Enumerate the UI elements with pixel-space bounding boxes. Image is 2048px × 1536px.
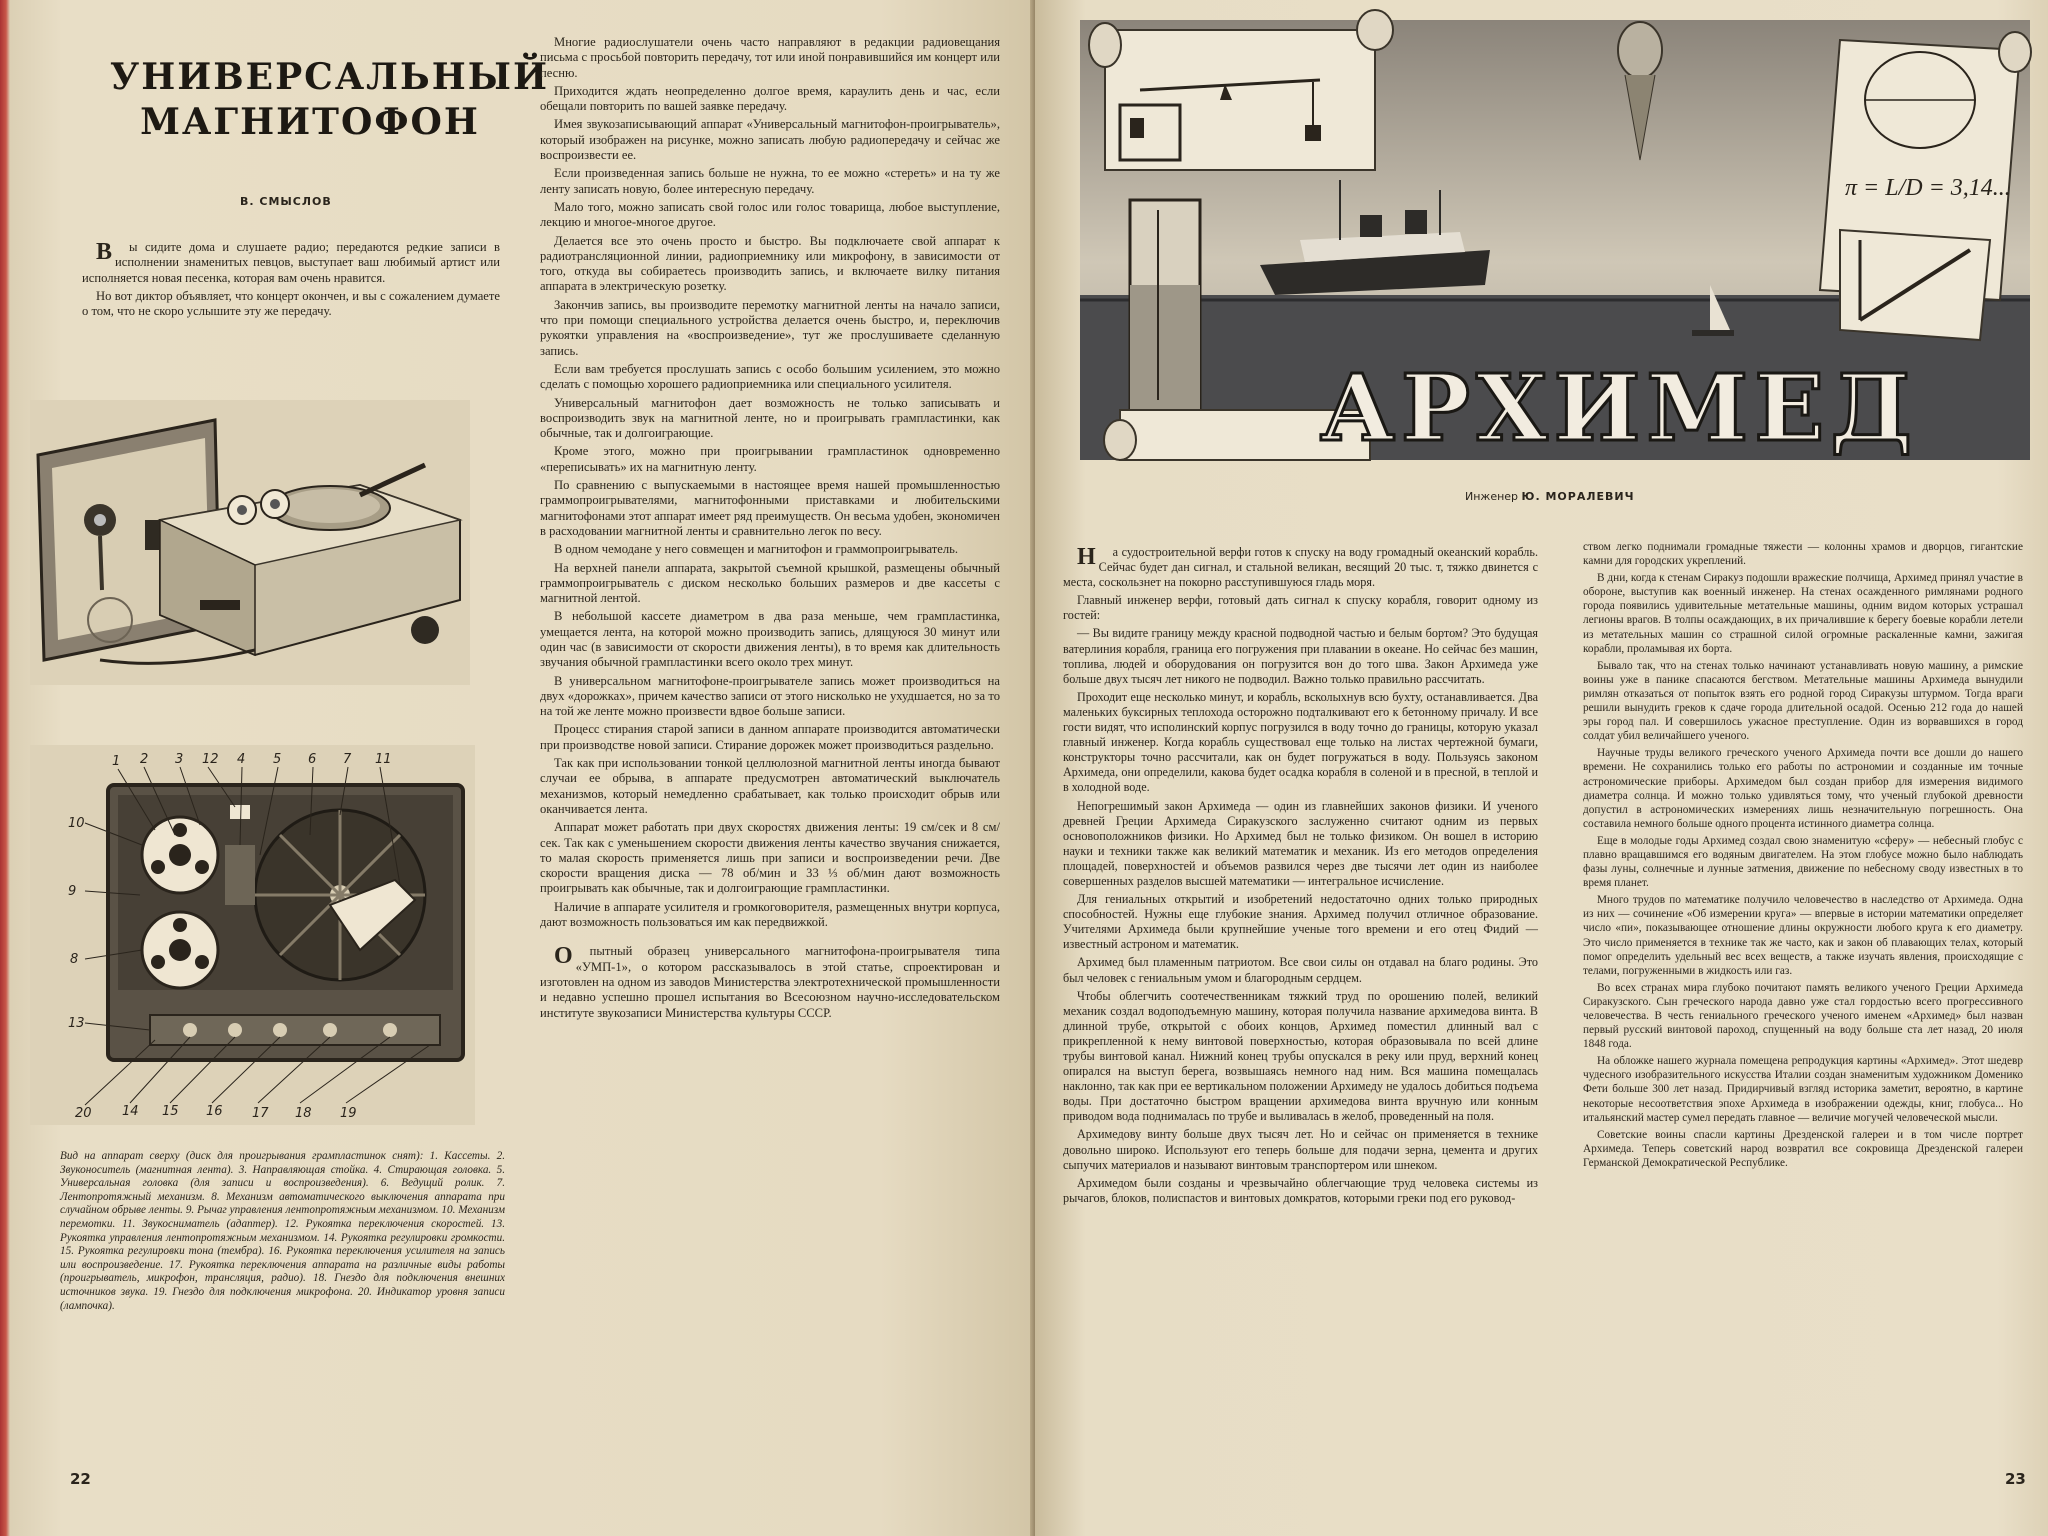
paragraph: Многие радиослушатели очень часто направляют в редакции радиовещания письма с просьбой повторить передачу, тот или иной понравившийся им концерт или песню. [540, 35, 1000, 80]
paragraph: На обложке нашего журнала помещена репродукция картины «Архимед». Этот шедевр чудесного изобразительного искусства Италии создан знаменитым художником Доменико Фети больше 300 лет назад. Придирчивый взгляд историка заметит, вероятно, в картине некоторые несоответствия эпохе Архимеда в изображении одежды, книг, глобуса... Но итальянский мастер сумел передать главное — величие могучей человеческой мысли. [1583, 1055, 2023, 1124]
callout-number: 5 [273, 752, 282, 767]
callout-number: 20 [75, 1106, 92, 1121]
paragraph: На верхней панели аппарата, закрытой съемной крышкой, размещены обычный граммопроигрыватель с диском несколько больших размеров и две кассеты с магнитной лентой. [540, 560, 1000, 606]
paragraph: В небольшой кассете диаметром в два раза меньше, чем грампластинка, умещается лента, на которой можно производить запись, длящуюся 30 минут или один час (в зависимости от скорости движения ленты), в то время как длительность звучания обычной грампластинки всего около трех минут. [540, 609, 1000, 670]
lever-balance-scroll [1089, 10, 1393, 170]
labelled-diagram [30, 745, 475, 1125]
paragraph: Так как при использовании тонкой целлюлозной магнитной ленты иногда бывают случаи ее обрыва, в аппарате предусмотрен автоматический выключатель механизмов, который немедленно срабатывает, как только происходит обрыв или оканчивается лента. [540, 756, 1000, 816]
page-number: 23 [2005, 1470, 2026, 1488]
callout-number: 13 [68, 1016, 85, 1031]
callout-number: 11 [375, 752, 392, 767]
title-line-1: УНИВЕРСАЛЬНЫЙ [110, 56, 549, 98]
paragraph: Делается все это очень просто и быстро. Вы подключаете свой аппарат к радиотрансляционной линии, радиоприемнику или микрофону, в зависимости от того, откуда вы собираетесь производить запись, и включаете вилку питания аппарата в электрическую розетку. [540, 233, 1000, 294]
paragraph: Если произведенная запись больше не нужна, то ее можно «стереть» и на ту же ленту записать новую, более интересную передачу. [540, 166, 1000, 196]
paragraph: Во всех странах мира глубоко почитают память великого ученого Греции Архимеда Сиракузского. Сын греческого народа давно уже стал гордостью всего прогрессивного человечества. В честь гениального греческого ученого именем «Архимед» был назван первый русский винтовой пароход, спущенный на воду больше ста лет назад, 20 июля 1848 года. [1583, 981, 2023, 1051]
paragraph: Кроме этого, можно при проигрывании грампластинок одновременно «переписывать» их на магнитную ленту. [540, 444, 1000, 474]
callout-number: 3 [175, 752, 184, 767]
paragraph: Опытный образец универсального магнитофона-проигрывателя типа «УМП-1», о котором рассказывалось в этой статье, спроектирован и изготовлен на одном из заводов Министерства электротехнической промышленности и недавно успешно прошел испытания во Всесоюзном научно-исследовательском институте звукозаписи Министерства культуры СССР. [540, 943, 1000, 1020]
pi-formula: π = L/D = 3,14... [1845, 175, 2011, 201]
paragraph: Мало того, можно записать свой голос или голос товарища, любое выступление, лекцию и многое-многое другое. [540, 199, 1000, 230]
paragraph: Главный инженер верфи, готовый дать сигнал к спуску корабля, говорит одному из гостей: [1063, 593, 1538, 623]
article-title [110, 55, 549, 145]
paragraph: Закончив запись, вы производите перемотку магнитной ленты на начало записи, что при помощи специального устройства делается очень быстро, и, переключив рукоятки управления на «воспроизведение», тут же прослушиваете сделанную запись. [540, 297, 1000, 358]
callout-number: 7 [343, 752, 352, 767]
callout-number: 15 [162, 1104, 179, 1119]
page-number: 22 [70, 1470, 91, 1488]
paragraph: Приходится ждать неопределенно долгое время, караулить день и час, если обещали повторить по вашей заявке передачу. [540, 83, 1000, 114]
paragraph: Для гениальных открытий и изобретений недостаточно одних только природных способностей. Нужны еще глубокие знания. Архимед получил отличное образование. Учителями Архимеда были крупнейшие ученые того времени и его отец Фидий — известный астроном и математик. [1063, 892, 1538, 952]
paragraph: Процесс стирания старой записи в данном аппарате производится автоматически при производстве новой записи. Стирание дорожек может производиться раздельно. [540, 722, 1000, 752]
paragraph: — Вы видите границу между красной подводной частью и белым бортом? Это будущая ватерлиния корабля, граница его погружения при плавании в океане. Но сейчас без машин, топлива, людей и оборудования он погрузится вон до того шва. Закон Архимеда уже больше двух тысяч лет никого не подводил. Важно только правильно рассчитать. [1063, 626, 1538, 686]
paragraph: По сравнению с выпускаемыми в настоящее время нашей промышленностью граммопроигрывателями, магнитофонными приставками и любительскими магнитофонами этот аппарат имеет ряд преимуществ. Он весьма удобен, экономичен в расходовании магнитной ленты и сравнительно легок по весу. [540, 478, 1000, 538]
archimedes-header-illustration [1060, 0, 2045, 480]
paragraph: Проходит еще несколько минут, и корабль, всколыхнув всю бухту, останавливается. Два маленьких буксирных теплохода осторожно подталкивают его к бетонному причалу. И все гости видят, что исполинский корпус погрузился в воду точно до границы, которую указал главный инженер. Когда корабль существовал еще только на листах чертежной бумаги, конструкторы точно рассчитали, как он будет погружаться в воду. Пользуясь законом Архимеда, они определили, какова будет осадка корабля в соленой и в пресной, в теплой и в холодной воде. [1063, 689, 1538, 795]
byline-prefix: Инженер [1465, 490, 1519, 503]
paragraph: Советские воины спасли картины Дрезденской галереи и в том числе портрет Архимеда. Теперь советский народ возвратил все сокровища Дрезденской галереи Германской Демократической Республике. [1583, 1128, 2023, 1169]
paragraph: Наличие в аппарате усилителя и громкоговорителя, размещенных внутри корпуса, дают возможность пользоваться им как передвижкой. [540, 899, 1000, 930]
paragraph: Научные труды великого греческого ученого Архимеда почти все дошли до нашего времени. Не сохранились только его работы по астрономии и созданные им точные астрономические приборы. Архимедом был создан прибор для измерения видимого диаметра солнца. И можно только удивляться тому, что ученый глубокой древности допустил в астрономических измерениях лишь незначительную погрешность. Она составила немного больше одного процента истинного диаметра солнца. [1583, 747, 2023, 830]
callout-number: 16 [206, 1104, 223, 1119]
callout-number: 12 [202, 752, 219, 767]
paragraph: Много трудов по математике получило человечество в наследство от Архимеда. Одна из них — сочинение «Об измерении круга» — впервые в истории математики определяет число «пи», показывающее отношение длины окружности любого круга к его диаметру. Это число применяется в технике так же часто, как и закон об плавающих телах, который помог определить удельный вес всех веществ, а также изучать явления, происходящие с телами, погруженными в жидкость или газ. [1583, 894, 2023, 977]
intro-paragraph: Вы сидите дома и слушаете радио; передаются редкие записи в исполнении знаменитых певцов, выступает ваш любимый артист или исполняется новая песенка, которая вам очень нравится. [82, 239, 500, 285]
turntable [255, 810, 425, 980]
byline-name: Ю. МОРАЛЕВИЧ [1521, 490, 1635, 503]
right-page [1035, 0, 2048, 1536]
callout-number: 19 [340, 1106, 357, 1121]
callout-number: 17 [252, 1106, 269, 1121]
reel-bottom [142, 912, 218, 988]
callout-number: 2 [140, 752, 149, 767]
paragraph: В дни, когда к стенам Сиракуз подошли вражеские полчища, Архимед принял участие в обороне, выступив как военный инженер. На стенах осажденного римлянами родного города появились удивительные метательные машины, одним видом которых устрашал легионы врагов. В толпы осаждающих, в их причалившие к берегу боевые корабли летели из метательных машин со страшной силой огромные раскаленные камни, зажигая корабли, проламывая их борта. [1583, 572, 2023, 655]
callout-number: 14 [122, 1104, 139, 1119]
callout-number: 10 [68, 816, 85, 831]
paragraph: Архимедом были созданы и чрезвычайно облегчающие труд человека системы из рычагов, блоков, полиспастов и винтовых домкратов, которыми греки под его руковод- [1063, 1175, 1538, 1205]
paragraph: В универсальном магнитофоне-проигрывателе запись может производиться на двух «дорожках», причем качество записи от этого нисколько не ухудшается, но за то на той же ленте можно произвести вдвое больше записи. [540, 673, 1000, 719]
paragraph: Непогрешимый закон Архимеда — один из главнейших законов физики. И ученого древней Греции Архимеда Сиракузского заслуженно считают одним из первых основоположников физики. Но Архимед был не только физиком. Он вошел в историю науки и техники также как великий математик и механик. Из его методов определения площадей, поверхностей и объемов развился через две тысячи лет один из наиболее совершенных разделов высшей математики — интегральное исчисление. [1063, 798, 1538, 888]
intro-text [82, 240, 500, 322]
author-byline [1465, 490, 1634, 503]
paragraph: ством легко поднимали громадные тяжести — колонны храмов и дворцов, гигантские камни для городских укреплений. [1583, 541, 2023, 568]
intro-paragraph: Но вот диктор объявляет, что концерт окончен, и вы с сожалением думаете о том, что не скоро услышите эту же передачу. [82, 288, 500, 319]
article-column-2 [1583, 540, 2023, 1173]
callout-number: 18 [295, 1106, 312, 1121]
paragraph: Чтобы облегчить соотечественникам тяжкий труд по орошению полей, великий механик создал водоподъемную машину, которая получила название архимедова винта. В длинной трубе, открытой с обоих концов, Архимед поместил длинный вал с прикрепленной к нему винтовой поверхностью, которая образовывала по всей длине трубы винтовой канал. Нижний конец трубы опускался в реку или пруд, верхний конец опирался на выступ берега, возвышаясь немного над ним. Вся машина помещалась наклонно, так как при ее вертикальном положении Архимеду не удалось добиться подъема воды. При достаточно быстром вращении архимедова винта вручную или конным приводом вода поднималась по трубе и выливалась в желоб, проведенный на поля. [1063, 988, 1538, 1124]
author-byline: В. СМЫСЛОВ [240, 195, 332, 208]
callout-number: 1 [112, 754, 121, 769]
callout-number: 8 [70, 952, 79, 967]
paragraph: Еще в молодые годы Архимед создал свою знаменитую «сферу» — небесный глобус с плавно вращавшимся его водяным двигателем. На этом глобусе можно было наблюдать фазы луны, солнечные и лунные затмения, движение по небесному своду известных в то время планет. [1583, 834, 2023, 890]
cover-edge [0, 0, 10, 1536]
article-column [540, 35, 1000, 1024]
callout-number: 4 [237, 752, 246, 767]
pi-formula-scroll [1820, 32, 2031, 340]
archimedes-title: АРХИМЕД [1320, 354, 1919, 462]
paragraph: Архимедову винту больше двух тысяч лет. Но и сейчас он применяется в технике довольно широко. Используют его теперь больше для подачи зерна, цемента и других сыпучих материалов и называют винтовым транспортером или шнеком. [1063, 1127, 1538, 1172]
paragraph: Если вам требуется прослушать запись с особо большим усилением, это можно сделать с помощью хорошего радиоприемника или специального усилителя. [540, 361, 1000, 392]
paragraph: В одном чемодане у него совмещен и магнитофон и граммопроигрыватель. [554, 542, 959, 557]
paragraph: Архимед был пламенным патриотом. Все свои силы он отдавал на благо родины. Это был человек с гениальным умом и благородным сердцем. [1063, 955, 1538, 985]
reel-top [142, 817, 218, 893]
paragraph: Аппарат может работать при двух скоростях движения ленты: 19 см/сек и 8 см/сек. Так как с уменьшением скорости движения ленты качество звучания снижается, то малая скорость применяется лишь при записи и воспроизведении речи. Две скорости вращения диска — 78 об/мин и 33 ⅓ об/мин дают возможность проигрывать как обычные, так и долгоиграющие грампластинки. [540, 820, 1000, 896]
measuring-cylinder-icon [1130, 200, 1200, 410]
paragraph: Имея звукозаписывающий аппарат «Универсальный магнитофон-проигрыватель», который изображен на рисунке, можно записать любую радиопередачу и сейчас же воспроизвести ее. [540, 117, 1000, 163]
title-line-2: МАГНИТОФОН [140, 101, 480, 143]
paragraph: Универсальный магнитофон дает возможность не только записывать и воспроизводить звук на магнитной ленте, но и проигрывать грампластинки, как обычные, так и долгоиграющие. [540, 395, 1000, 441]
device-photo [30, 400, 470, 685]
paragraph: Бывало так, что на стенах только начинают устанавливать новую машину, а римские воины уже в панике спасаются бегством. Метательные машины Архимеда вынудили римлян отказаться от попыток взять его родной город Сиракузы штурмом. Тогда враги решили вынудить греков к сдаче города длительной осадой. Осенью 212 года до нашей эры город пал. И совершилось ужасное преступление. Один из ворвавшихся в город солдат убил величайшего ученого. [1583, 659, 2023, 743]
article-column-1 [1063, 545, 1538, 1209]
callout-number: 6 [308, 752, 317, 767]
diagram-caption: Вид на аппарат сверху (диск для проигрывания грампластинок снят): 1. Кассеты. 2. Звуконоситель (магнитная лента). 3. Направляющая стойка. 4. Стирающая головка. 5. Универсальная головка (для записи и воспроизведения). 6. Ведущий ролик. 7. Лентопротяжный механизм. 8. Механизм автоматического выключения аппарата при случайном обрыве ленты. 9. Рычаг управления лентопротяжным механизмом. 10. Механизм перемотки. 11. Звукосниматель (адаптер). 12. Рукоятка переключения скоростей. 13. Рукоятка управления лентопротяжным механизмом. 14. Рукоятка регулировки громкости. 15. Рукоятка регулировки тона (тембра). 16. Рукоятка переключения усилителя на запись или воспроизведение. 17. Рукоятка переключения аппарата на различные виды работы (проигрыватель, микрофон, трансляция, радио). 18. Гнездо для подключения внешних источников звука. 19. Гнездо для подключения микрофона. 20. Индикатор уровня записи (лампочка). [60, 1150, 505, 1312]
callout-number: 9 [68, 884, 77, 899]
paragraph: На судостроительной верфи готов к спуску на воду громадный океанский корабль. Сейчас будет дан сигнал, и стальной великан, весящий 20 тыс. т, тяжко двинется с места, соскользнет на покорно расступившуюся гладь моря. [1063, 544, 1538, 590]
